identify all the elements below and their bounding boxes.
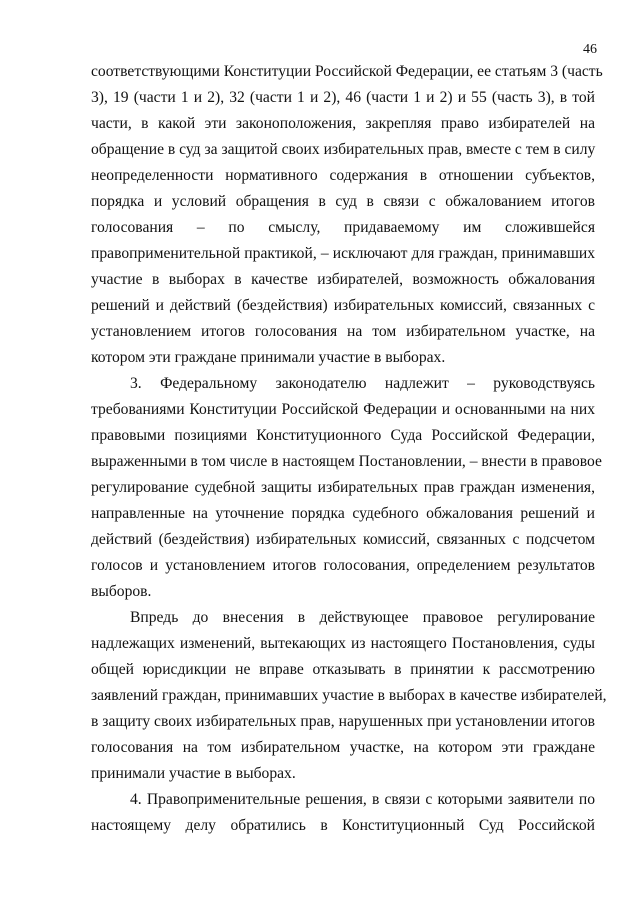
text-line: действий (бездействия) избирательных комиссий, связанных с подсчетом (91, 531, 595, 548)
text-line: порядка и условий обращения в суд в связи с обжалованием итогов (91, 193, 595, 210)
text-line: участие в выборах в качестве избирателей, возможность обжалования (91, 271, 595, 288)
text-line: направленные на уточнение порядка судебного обжалования решений и (91, 505, 595, 522)
text-line: котором эти граждане принимали участие в выборах. (91, 349, 446, 366)
text-line: соответствующими Конституции Российской Федерации, ее статьям 3 (часть (91, 63, 603, 80)
text-line: принимали участие в выборах. (91, 765, 296, 782)
text-line: настоящему делу обратились в Конституционный Суд Российской (91, 817, 595, 834)
text-line: выраженными в том числе в настоящем Постановлении, – внести в правовое (91, 453, 602, 470)
text-line: в защиту своих избирательных прав, нарушенных при установлении итогов (91, 713, 595, 730)
text-line: неопределенности нормативного содержания в отношении субъектов, (91, 167, 595, 184)
text-line: обращение в суд за защитой своих избирательных прав, вместе с тем в силу (91, 141, 596, 158)
text-line: 3. Федеральному законодателю надлежит – руководствуясь (130, 375, 595, 392)
text-line: надлежащих изменений, вытекающих из настоящего Постановления, суды (91, 635, 595, 652)
text-line: 3), 19 (части 1 и 2), 32 (части 1 и 2), 46 (части 1 и 2) и 55 (часть 3), в той (91, 89, 595, 106)
text-line: общей юрисдикции не вправе отказывать в принятии к рассмотрению (91, 661, 595, 678)
text-line: правоприменительной практикой, – исключают для граждан, принимавших (91, 245, 595, 262)
page-number: 46 (583, 42, 597, 57)
text-line: 4. Правоприменительные решения, в связи с которыми заявители по (130, 791, 595, 808)
text-line: установлением итогов голосования на том избирательном участке, на (91, 323, 595, 340)
document-body (91, 59, 607, 839)
text-line: регулирование судебной защиты избирательных прав граждан изменения, (91, 479, 595, 496)
text-line: голосов и установлением итогов голосования, определением результатов (91, 557, 595, 574)
text-line: выборов. (91, 583, 152, 600)
text-line: голосования – по смыслу, придаваемому им сложившейся (91, 219, 595, 236)
text-line: Впредь до внесения в действующее правовое регулирование (130, 609, 595, 626)
text-line: заявлений граждан, принимавших участие в выборах в качестве избирателей, (91, 687, 607, 704)
text-line: части, в какой эти законоположения, закрепляя право избирателей на (91, 115, 595, 132)
text-line: правовыми позициями Конституционного Суда Российской Федерации, (91, 427, 595, 444)
text-line: голосования на том избирательном участке, на котором эти граждане (91, 739, 595, 756)
text-line: требованиями Конституции Российской Федерации и основанными на них (91, 401, 595, 418)
text-line: решений и действий (бездействия) избирательных комиссий, связанных с (91, 297, 595, 314)
